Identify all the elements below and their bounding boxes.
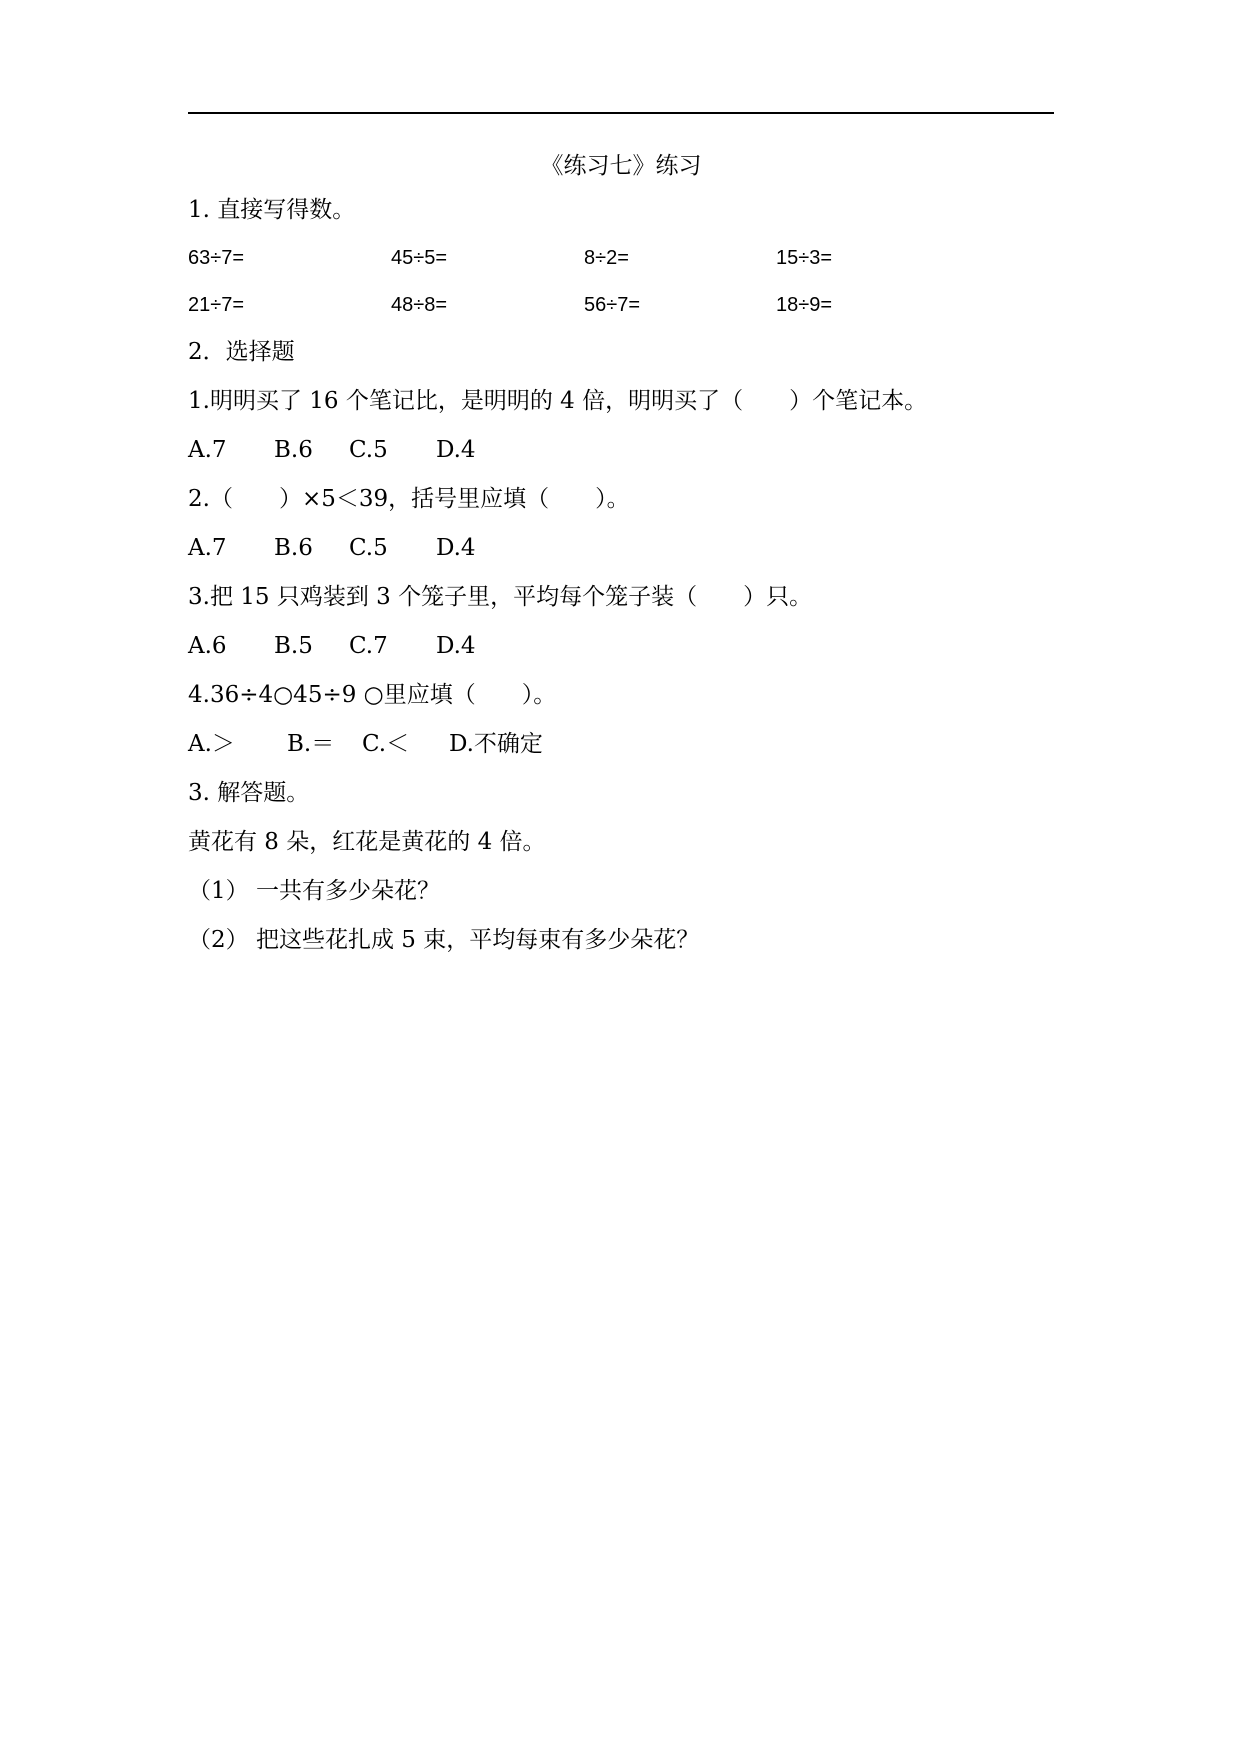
question-4-option-a: A.＞ — [188, 731, 235, 757]
calc-item: 48÷8= — [391, 294, 448, 316]
question-3-option-b: B.5 — [274, 633, 313, 659]
question-4-option-d: D.不确定 — [449, 731, 543, 757]
section-2-heading: 2．选择题 — [188, 339, 295, 365]
question-1-option-d: D.4 — [436, 437, 476, 463]
sub-question-2: （2） 把这些花扎成 5 束，平均每束有多少朵花？ — [188, 927, 700, 953]
calc-item: 63÷7= — [188, 247, 245, 269]
page-title: 《练习七》练习 — [540, 153, 702, 179]
section-1-heading: 1. 直接写得数。 — [188, 197, 356, 223]
calc-item: 18÷9= — [776, 294, 833, 316]
question-3-option-c: C.7 — [349, 633, 388, 659]
calc-item: 15÷3= — [776, 247, 833, 269]
question-1-option-c: C.5 — [349, 437, 388, 463]
question-2-option-b: B.6 — [274, 535, 313, 561]
question-2-option-a: A.7 — [188, 535, 227, 561]
calc-item: 45÷5= — [391, 247, 448, 269]
question-2-text: 2.（ ）×5＜39，括号里应填（ ）。 — [188, 486, 630, 512]
question-1-option-a: A.7 — [188, 437, 227, 463]
word-problem-text: 黄花有 8 朵，红花是黄花的 4 倍。 — [188, 829, 546, 855]
header-rule — [188, 112, 1054, 114]
question-4-text: 4.36÷4○45÷9 ○里应填（ ）。 — [188, 682, 557, 708]
question-2-option-c: C.5 — [349, 535, 388, 561]
calc-item: 8÷2= — [584, 247, 629, 269]
question-4-option-c: C.＜ — [362, 731, 410, 757]
section-3-heading: 3. 解答题。 — [188, 780, 310, 806]
sub-question-1: （1） 一共有多少朵花？ — [188, 878, 440, 904]
question-3-option-d: D.4 — [436, 633, 476, 659]
question-1-text: 1.明明买了 16 个笔记比，是明明的 4 倍，明明买了（ ）个笔记本。 — [188, 388, 928, 414]
calc-item: 56÷7= — [584, 294, 641, 316]
question-3-text: 3.把 15 只鸡装到 3 个笼子里，平均每个笼子装（ ）只。 — [188, 584, 813, 610]
question-3-option-a: A.6 — [188, 633, 227, 659]
question-2-option-d: D.4 — [436, 535, 476, 561]
question-1-option-b: B.6 — [274, 437, 313, 463]
calc-item: 21÷7= — [188, 294, 245, 316]
question-4-option-b: B.＝ — [287, 731, 335, 757]
